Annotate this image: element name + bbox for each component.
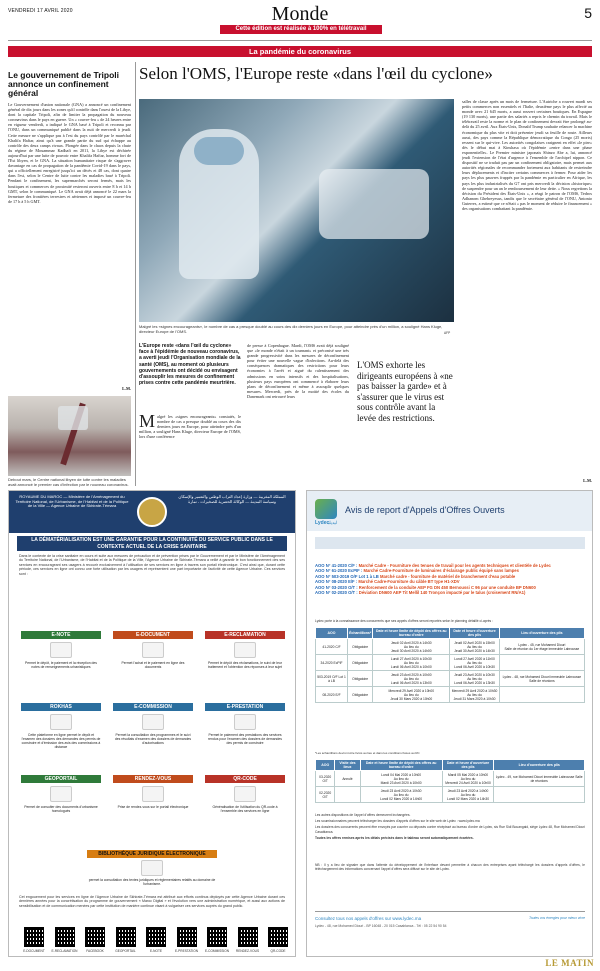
side-article-signature: L.M.	[122, 386, 131, 391]
table-header-cell: Échantillons*	[348, 628, 373, 639]
aoo-ref: AOO N° 41-2020 C/F :	[315, 563, 359, 568]
library-desc: permet la consultation des textes juridiques et réglementaires relatifs au domaine de l'urbanisme.	[88, 878, 216, 886]
table-row	[316, 639, 585, 655]
table-cell	[499, 687, 584, 703]
table-cell: Jeudi 02 Avril 2020 à 14h30 Au lieu du Jeudi 30 Avril 2020 à 14h00	[373, 639, 450, 655]
ad-note: Les autres dispositions de l'appel d'offres demeurent inchangées.	[315, 813, 411, 817]
table-header-cell: Date et heure limite de dépôt des offres au bureau d'ordre	[373, 628, 450, 639]
table-cell: 34-2020 EcPIF	[316, 655, 348, 671]
service-desc-rokhas: Cette plateforme en ligne permet le dépôt et l'examen des dossiers des demandes des permis de construire et d'émission des avis des commissions à distance	[21, 733, 101, 749]
lydec-ad	[306, 490, 593, 957]
service-desc-e-commission: Permet la consultation des programmes et le suivi des résultats d'examen des dossiers de demandes d'autorisations	[114, 733, 192, 745]
service-title-rendez-vous: RENDEZ-VOUS	[113, 775, 193, 783]
aoo-title: Marché Cadre-Fourniture du câble BT type H1-XDV	[358, 579, 460, 585]
side-article-body: Le Gouvernement d'union nationale (GNA) a annoncé un confinement général de dix jours dans les zones qu'il contrôle dans l'ouest de la Libye, dont la capitale Tripoli, afin de limiter la propagation du nouveau coronavirus dans le pays en guerre. Un « couvre-feu » de 24 heures entre en vigueur vendredi, a indiqué le GNA basé à Tripoli et reconnu par l'ONU, dans un communiqué publié dans la nuit de mercredi à jeudi. Cette mesure ne s'applique pas à l'est du pays contrôlé par le maréchal Khalifa Haftar, ainsi qu'à une grande partie du sud qui échappe au contrôle des deux camps rivaux. Plongée dans le chaos depuis la chute du régime de Mouammar Kadhafi en 2011, la Libye est déchirée aujourd'hui par une lutte de pouvoir entre Khalifa Haftar, homme fort de l'Est libyen, et le GNA. La situation humanitaire risque de s'aggraver davantage en cas de propagation de la pandémie Covid-19 dans le pays, qui a officiellement enregistré jusqu'ici un décès et 48 cas, dont quatre dans l'est, selon le Centre de lutte contre les maladies basé à Tripoli. Pendant le confinement, les supermarchés seront fermés, mais les boutiques et commerces de proximité resteront ouverts entre 8 h et 14 h GMT, selon le communiqué. Le GNA avait déjà annoncé le 22 mars la fermeture des frontières terrestres et aériennes et imposé un couvre-feu de 17 h à 5 h GMT.	[8, 102, 131, 204]
table-cell: Lundi 27 Avril 2020 à 10h30 Au lieu du Lundi 06 Avril 2020 à 10h00	[373, 655, 450, 671]
table-cell: Lydec - 45, rue Mohamed Diouri Salle de réunion du 1er étage immeuble Labrousse	[499, 639, 584, 655]
table-header-cell: AOO	[316, 628, 348, 639]
table-cell: 41-2020 C/F	[316, 639, 348, 655]
header-rule	[8, 40, 592, 41]
table-cell	[335, 787, 360, 803]
service-desc-rendez-vous: Prise de rendez-vous sur le portail électronique	[117, 805, 189, 809]
service-icon-geoportail	[50, 786, 72, 802]
aoo-ref: AOO N° 503-2019 O/F Lot 1 à LB	[315, 573, 380, 579]
lydec-logo-icon	[315, 499, 337, 519]
schedule-table-2	[315, 759, 585, 803]
table-header-cell: Date et heure limite de dépôt des offres au bureau d'ordre	[360, 760, 442, 771]
main-col-3: salles de classe après un mois de fermeture. L'Autriche a rouvert mardi ses petits commerces non essentiels et l'Italie, deuxième pays le plus affecté au monde avec 21 645 morts, a aussi rouvert certaines boutiques. En Espagne (19 130 morts), une partie des salariés a repris le chemin du travail. Mais le télétravail reste la norme et le plan de confinement devrait être prolongé au-delà du 25 avril. Aux États-Unis, Donald Trump souhaite relancer la machine économique du plus vite et doit présenter jeudi sa feuille de route. Ailleurs aussi, des pays comme la République démocratique du Congo (25 morts) ressent sur le qui-vive. Les autorités congolaises craignent en effet «le pire» dès le début mai à Kinshasa où l'épidémie «entre dans une phase exponentielle». Le Premier ministre japonais Shinzo Abe a, lui, annoncé jeudi l'extension de l'état d'urgence à l'ensemble de l'archipel nippon. Ce dispositif ne se traduit pas par un confinement obligatoire, mais permet aux autorités régionales de recommander fortement aux habitants de restreindre leurs déplacements et d'inciter certains commerces à fermer. Pour aider les pays les plus pauvres frappés par la pandémie en particulier en Afrique, les pays les plus industrialisés du G7 ont pris mercredi la décision «historique» de suspendre pour un an le remboursement de leur dette. « Nous regrettons la décision du Président des États-Unis », a réagi le patron de l'OMS, Tedros Adhanom Ghebreyesus, tandis que le secrétaire général de l'ONU, Antonio Guterres, a estimé que ce n'était « pas le moment de réduire le financement » des organisations combattant la pandémie.	[462, 99, 592, 211]
qr-label: E-DOCUMENT	[23, 949, 45, 953]
table-cell: Lundi 27 Avril 2020 à 11h00 Au lieu du Lundi 06 Avril 2020 à 10h30	[450, 655, 499, 671]
table-cell: Lydec - 49, rue Mohamed Diouri immeuble Labrousse Salle de réunions	[494, 771, 585, 787]
table-cell: Jeudi 23 Avril 2020 à 10h00 Au lieu du Lundi 06 Avril 2020 à 13h00	[373, 671, 450, 687]
table-header-cell: Lieu d'ouverture des plis	[494, 760, 585, 771]
table-cell: Jeudi 02 Avril 2020 à 15h00 Au lieu du Jeudi 30 Avril 2020 à 14h30	[450, 639, 499, 655]
ad-left-banner: LA DÉMATÉRIALISATION EST UNE GARANTIE POUR LA CONTINUITÉ DU SERVICE PUBLIC DANS LE CONTEXTE ACTUEL DE LA CRISE SANITAIRE	[17, 536, 287, 551]
qr-code-geoportail[interactable]	[116, 927, 136, 947]
main-photo-caption: Malgré les «signes encourageants», le nombre de cas a presque doublé au cours des dix derniers jours en Europe, pour atteindre près d'un million, a souligné Hans Kluge, directeur Europe de l'OMS.	[139, 324, 443, 334]
ad-left-intro: Dans le contexte de la crise sanitaire en cours et suite aux mesures de précaution et de prévention prises par le Gouvernement et par le Ministère de l'Aménagement du Territoire National, de l'Urbanisme, de l'Habitat et de la Politique de la Ville, l'Agence Urbaine de Skhirate-Témara a veillé à garantir le bon fonctionnement des ses services en encourageant ses usagers à recourir exclusivement à l'utilisation de ses services en ligne à travers son portail électronique. C'est ainsi que, durant cette période, ces services en ligne ont connu une forte utilisation par les usagers et représentent une part importante de l'activité de cette Agence Urbaine. Ces services sont :	[19, 554, 285, 576]
table-row	[316, 687, 585, 703]
table-cell: Obligatoire	[348, 687, 373, 703]
table-1-header	[316, 628, 585, 639]
table-row	[316, 655, 585, 671]
table-header-cell: Date et heure d'ouverture des plis	[442, 760, 494, 771]
section-title: Monde	[271, 3, 329, 25]
telework-tag: Cette édition est réalisée à 100% en télétravail	[220, 25, 382, 34]
aoo-ref: AOO N° 02-2020 O/T :	[315, 590, 359, 596]
table-2-header	[316, 760, 585, 771]
table-2-body	[316, 771, 585, 803]
rubric-banner: La pandémie du coronavirus	[8, 46, 592, 57]
table-cell: Lundi 04 Mai 2020 à 10h00 Au lieu du Mardi 23 Avril 2020 à 10h00	[360, 771, 442, 787]
qr-label: E-PRESTATION	[174, 949, 199, 953]
table-row	[316, 787, 585, 803]
service-desc-e-prestation: Permet le paiement des prestations des services rendus pour l'examen des dossiers de demandes des permis de construire	[208, 733, 282, 745]
ad-right-footer: Consultez tous nos appels d'offres sur www.lydec.ma	[315, 916, 422, 921]
main-col-1-text: algré les «signes encourageants» constatés, le nombre de cas a presque doublé au cours des dix derniers jours en Europe, pour atteindre près d'un million, a souligné Hans Kluge, directeur Europe de l'OMS, lors d'une conférence	[139, 414, 241, 440]
ad-right-footer-address: Lydec - 48, rue Mohamed Diouri - BP 16048 - 20 015 Casablanca - Tél : 05 22 54 90 54	[315, 924, 447, 928]
qr-label: E-NOTE	[149, 949, 163, 953]
qr-label: FACEBOOK	[86, 949, 104, 953]
lydec-logo-ar: ليديك	[327, 520, 338, 525]
table-cell: Jeudi 23 Avril 2020 à 10h30 Au lieu du Lundi 06 Avril 2020 à 13h30	[450, 671, 499, 687]
aoo-title: Marché Cadre-Fourniture de luminaires d'éclairage public équipé sans lampes	[363, 568, 519, 574]
table-cell: 03-2020 O/T	[316, 771, 335, 787]
aoo-title: Marché Cadre - Fourniture des tenues de travail pour les agents techniques et clientèle de Lydec	[358, 563, 551, 568]
qr-label: RENDEZ-VOUS	[235, 949, 260, 953]
qr-code-e-note[interactable]	[146, 927, 166, 947]
table-cell: Annulé	[335, 771, 360, 787]
qr-code-e-commission[interactable]	[207, 927, 227, 947]
ad-left-header-ar: المملكة المغربية — وزارة إعداد التراب الوطني والتعمير والإسكان وسياسة المدينة — الوكالة الحضرية للصخيرات - تمارة	[178, 494, 286, 504]
qr-code-e-document[interactable]	[24, 927, 44, 947]
service-title-e-commission: E-COMMISSION	[113, 703, 193, 711]
qr-label: GEOPORTAIL	[115, 949, 136, 953]
ad-left-header-fr: ROYAUME DU MAROC — Ministère de l'Aménagement du Territoire National, de l'Urbanisme, de l'Habitat et de la Politique de la Ville — Agence Urbaine de Skhirate-Témara	[15, 494, 129, 509]
aoo-title: Renforcement de la conduite AEP FG DN 450 Bernoussi C 96 par une conduite BP DN600	[358, 584, 536, 590]
table-cell	[494, 787, 585, 803]
table-cell: Jeudi 23 Avril 2020 à 14h00 Au lieu du Lundi 02 Mars 2020 à 14h30	[442, 787, 494, 803]
service-title-qr-code: QR-CODE	[205, 775, 285, 783]
page-number: 5	[584, 5, 592, 21]
aoo-title: Marché cadre - fourniture de matériel de branchement d'eau potable	[379, 573, 516, 579]
table-header-cell: AOO	[316, 760, 335, 771]
ad-right-notes	[315, 813, 585, 842]
aoo-ref: AOO N° 03-2020 O/T :	[315, 584, 359, 590]
service-desc-e-note: Permet le dépôt, le paiement et la réception des notes de renseignements urbanistiques	[25, 661, 97, 669]
service-icon-e-prestation	[234, 714, 256, 730]
table-cell: Obligatoire	[348, 671, 373, 687]
qr-code-qr-code[interactable]	[268, 927, 288, 947]
side-article-title: Le gouvernement de Tripoli annonce un confinement général	[8, 70, 119, 98]
table-cell: Obligatoire	[348, 639, 373, 655]
ad-note: Les soumissionnaires peuvent télécharger les dossiers d'appels d'offres sur le site web de Lydec : www.lydec.ma	[315, 819, 480, 824]
table-row	[316, 671, 585, 687]
table-1-note: *Les échantillons devront être livrés au lieu et dans les conditions fixées au RC	[315, 751, 420, 755]
pull-quote: L'OMS exhorte les dirigeants européens à «ne pas baisser la garde» et à s'assurer que le virus est sous contrôle avant la levée des restrictions.	[357, 360, 453, 423]
aoo-item	[315, 590, 585, 595]
schedule-table-1	[315, 627, 585, 703]
service-title-e-note: E-NOTE	[21, 631, 101, 639]
ad-note: Les dossiers des concurrents peuvent être envoyés par courrier ou déposés contre récépissé au bureau d'ordre de Lydec, sis Rue Sidi Bouangaid, siège Lydec 48, Rue Mohamed Diouri Casablanca.	[315, 825, 585, 834]
main-col-2: de presse à Copenhague. Mardi, l'OMS avait déjà souligné que «le monde n'était à un tournant» et préconisé une très grande progressivité dans les mesures de déconfinement pour éviter une nouvelle vague d'infections. Au-delà des conséquences dramatiques des restrictions pour leurs économies à l'arrêt et aiguë du ralentissement des admissions en soins intensifs et des hospitalisations, plusieurs pays européens ont commencé à élaborer leurs plans de déconfinement et même à assouplir quelques mesures. Mercredi, près de la moitié des écoles du Danemark ont retrouvé leurs	[247, 343, 349, 399]
newspaper-logo: LE MATIN	[545, 958, 594, 968]
service-title-geoportail: GEOPORTAIL	[21, 775, 101, 783]
glove-shape	[58, 406, 88, 430]
dropcap: M	[139, 414, 156, 431]
table-header-cell: Visite des lieux	[335, 760, 360, 771]
photo-credit: AFP	[444, 331, 451, 335]
lydec-logo-text: Lydec	[315, 520, 330, 526]
side-photo-caption: Debout mars, le Centre national libyen de lutte contre les maladies avait annoncé le premier cas d'infection par le nouveau coronavirus.	[8, 477, 129, 487]
service-icon-e-reclamation	[234, 642, 256, 658]
ad-left-header	[9, 491, 295, 533]
service-desc-e-document: Permet l'achat et le paiement en ligne des documents	[121, 661, 185, 669]
urban-agency-ad	[8, 490, 296, 957]
service-icon-rendez-vous	[142, 786, 164, 802]
table-cell: Mardi 05 Mai 2020 à 10h00 Au lieu du Mercredi 24 Avril 2020 à 10h00	[442, 771, 494, 787]
main-lead: L'Europe reste «dans l'œil du cyclone» face à l'épidémie de nouveau coronavirus, a averti jeudi l'Organisation mondiale de la santé (OMS), au moment où plusieurs gouvernements ont décidé ou envisagent d'assouplir les mesures de confinement prises contre cette pandémie meurtrière.	[139, 343, 241, 387]
library-book-icon	[141, 860, 163, 876]
aoo-ref: AOO N° 08-2020 E/F :	[315, 579, 359, 585]
table-cell: 503-2019 O/F Lot 1 à LB	[316, 671, 348, 687]
ad-right-band	[315, 537, 585, 549]
qr-code-e-prestation[interactable]	[177, 927, 197, 947]
aoo-list	[315, 563, 585, 595]
ad-note: Toutes les offres remises après les délais précisés dans le tableau seront automatiquement écartées.	[315, 835, 474, 840]
table-cell: Mercredi 29 Avril 2020 à 10h00 Au lieu du Jeudi 30 Mars 2020 à 10h00	[373, 687, 450, 703]
main-col-1	[139, 414, 241, 486]
ad-left-closing: Cet engouement pour les services en ligne de l'Agence Urbaine de Skhirate-Témara est attribué aux efforts continus déployés par cette Agence Urbaine durant ces dernières années pour la concrétisation du programme de gouvernement « Maroc Digital » et l'évolution vers une administration numérique, et aussi aux actions de sensibilisation et de communication menées par cette institution de manière continue visant à vulgariser ces services auprès du grand public.	[19, 895, 285, 908]
service-title-e-document: E-DOCUMENT	[113, 631, 193, 639]
main-photo	[139, 99, 454, 322]
ad-right-title: Avis de report d'Appels d'Offres Ouverts	[345, 505, 505, 515]
issue-date: VENDREDI 17 AVRIL 2020	[8, 8, 73, 14]
qr-code-rendez-vous[interactable]	[238, 927, 258, 947]
main-signature: L.M.	[583, 478, 592, 483]
libya-photo	[8, 396, 131, 476]
table-cell: Mercredi 29 Avril 2020 à 10h30 Au lieu du Jeudi 31 Mars 2020 à 10h30	[451, 688, 498, 701]
service-icon-qr-code	[234, 786, 256, 802]
ad-right-slogan: Toutes vos énergies pour mieux vivre	[528, 916, 585, 920]
ad-right-nb: NB : Il y a lieu de signaler que dans l'attente du développement de l'interface devant permettre à chacun des entreprises ayant téléchargé les dossiers d'appels d'offres, le téléchargement des informations concernant l'appel d'offres sera diffusé sur le site de Lydec.	[315, 863, 585, 872]
table-cell: Jeudi 23 Avril 2020 à 10h30 Au lieu du Lundi 02 Mars 2020 à 14h00	[360, 787, 442, 803]
table-cell: Lydec - 48, rue Mohamed Diouri immeuble Labrousse Salle de réunions	[499, 671, 584, 687]
service-icon-e-note	[50, 642, 72, 658]
table-header-cell: Lieu d'ouverture des plis	[499, 628, 584, 639]
table-cell: 08-2020 E/F	[316, 687, 348, 703]
table-cell: 02-2020 O/T	[316, 787, 335, 803]
service-icon-e-commission	[142, 714, 164, 730]
service-desc-geoportail: Permet de consulter des documents d'urbanisme homologués	[24, 805, 98, 813]
qr-code-e-reclamation[interactable]	[55, 927, 75, 947]
service-icon-e-document	[142, 642, 164, 658]
service-desc-e-reclamation: Permet le dépôt des réclamations, le suivi de leur traitement et l'obtention des réponses à leur sujet	[207, 661, 283, 669]
aoo-ref: AOO N° 61-2020 EcPIF :	[315, 568, 364, 574]
qr-label: E-COMMISSION	[204, 949, 230, 953]
qr-label: E-RECLAMATION	[51, 949, 78, 953]
service-title-e-prestation: E-PRESTATION	[205, 703, 285, 711]
service-desc-qr-code: Généralisation de l'utilisation du QR-code à l'ensemble des services en ligne	[212, 805, 278, 813]
main-headline: Selon l'OMS, l'Europe reste «dans l'œil du cyclone»	[139, 64, 493, 83]
service-title-rokhas: ROKHAS	[21, 703, 101, 711]
table-1-body	[316, 639, 585, 703]
patient-bed-shape	[319, 169, 429, 239]
column-divider	[135, 62, 136, 486]
service-icon-rokhas	[50, 714, 72, 730]
ad-right-divider	[315, 911, 585, 912]
table-header-cell: Date et heure d'ouverture des plis	[450, 628, 499, 639]
morocco-emblem-icon	[137, 497, 167, 527]
service-title-e-reclamation: E-RECLAMATION	[205, 631, 285, 639]
table-row	[316, 771, 585, 787]
ad-right-intro: Lydec porte à la connaissance des concurrents que ses appels d'offres seront reportés selon le planning détaillé ci-après :	[315, 619, 494, 623]
aoo-title: Déviation DN600 AEP Tit Mellil 140 Tronçon impacté par le talus (croisement RN/A1)	[358, 590, 526, 596]
table-cell	[499, 655, 584, 671]
table-cell: Obligatoire	[348, 655, 373, 671]
qr-label: QR-CODE	[270, 949, 286, 953]
library-title: BIBLIOTHÈQUE JURIDIQUE ÉLECTRONIQUE	[87, 850, 217, 858]
face-shield-shape	[194, 137, 244, 165]
qr-code-facebook[interactable]	[85, 927, 105, 947]
